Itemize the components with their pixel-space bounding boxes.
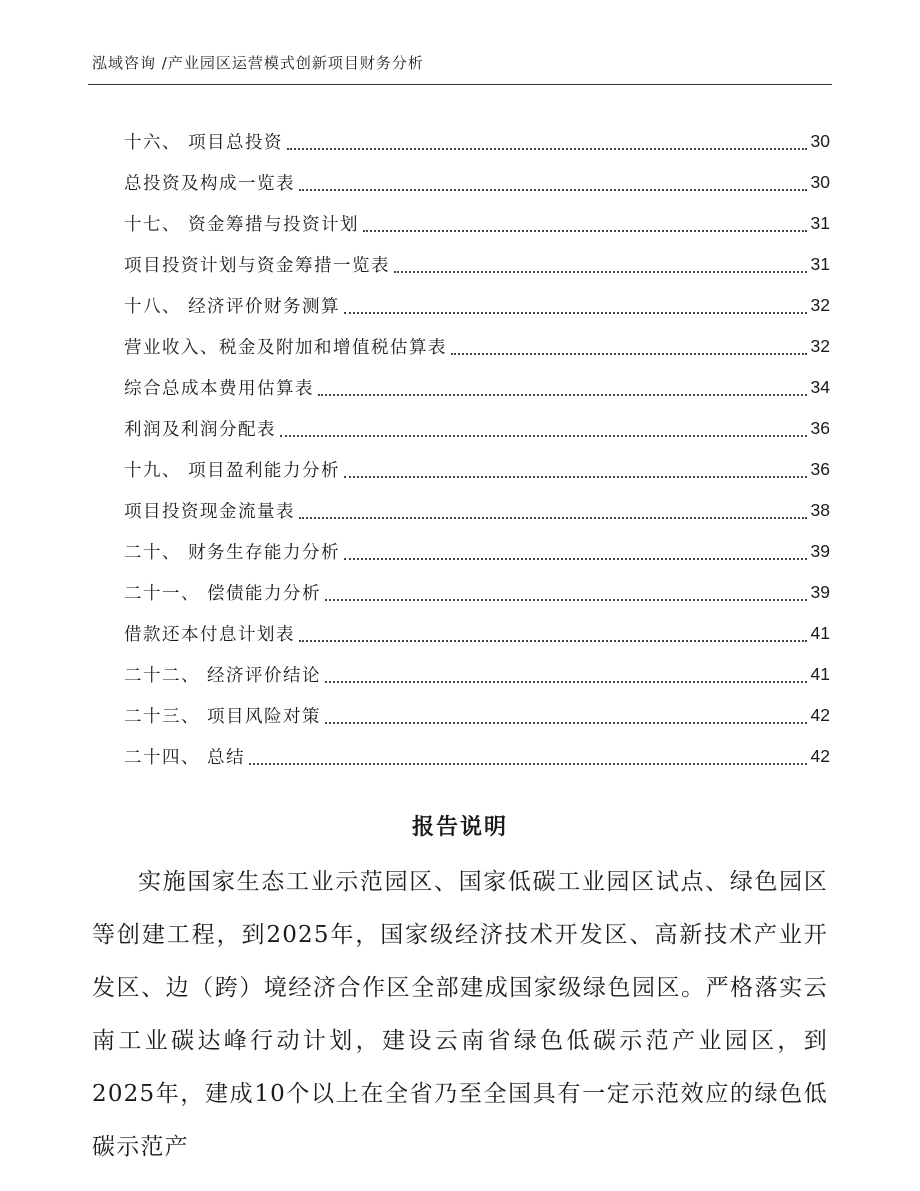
toc-entry[interactable] (124, 121, 830, 162)
toc-entry-page: 30 (810, 131, 830, 151)
toc-entry[interactable] (124, 736, 830, 777)
toc-leader-dots (299, 189, 807, 191)
toc-entry-page: 31 (810, 213, 830, 233)
toc-entry[interactable] (124, 203, 830, 244)
toc-leader-dots (299, 640, 807, 642)
report-body (92, 856, 828, 1174)
toc-entry-title: 项目投资计划与资金筹措一览表 (124, 256, 390, 276)
toc-entry-page: 39 (810, 541, 830, 561)
toc-leader-dots (299, 517, 807, 519)
toc-leader-dots (280, 435, 807, 437)
toc-entry-page: 42 (810, 746, 830, 766)
toc-entry-page: 38 (810, 500, 830, 520)
page-header: 泓域咨询 /产业园区运营模式创新项目财务分析 (92, 54, 424, 72)
toc-leader-dots (325, 681, 806, 683)
toc-entry-title: 项目投资现金流量表 (124, 502, 295, 522)
toc-entry[interactable] (124, 285, 830, 326)
toc-entry-title: 十九、 项目盈利能力分析 (124, 461, 341, 481)
toc-entry[interactable] (124, 531, 830, 572)
toc-entry[interactable] (124, 244, 830, 285)
toc-leader-dots (344, 558, 806, 560)
toc-entry-title: 十六、 项目总投资 (124, 133, 284, 153)
toc-entry-page: 36 (810, 418, 830, 438)
toc-entry[interactable] (124, 572, 830, 613)
toc-leader-dots (451, 353, 807, 355)
toc-entry-page: 31 (810, 254, 830, 274)
toc-leader-dots (325, 722, 806, 724)
toc-leader-dots (344, 476, 806, 478)
toc-entry-title: 总投资及构成一览表 (124, 174, 295, 194)
toc-leader-dots (318, 394, 807, 396)
toc-leader-dots (394, 271, 807, 273)
report-paragraph: 实施国家生态工业示范园区、国家低碳工业园区试点、绿色园区等创建工程，到2025年，国家级经济技术开发区、高新技术产业开发区、边（跨）境经济合作区全部建成国家级绿色园区。严格落实云南工业碳达峰行动计划，建设云南省绿色低碳示范产业园区，到2025年，建成10个以上在全省乃至全国具有一定示范效应的绿色低碳示范产 (92, 869, 828, 1160)
toc-entry-title: 十七、 资金筹措与投资计划 (124, 215, 360, 235)
toc-entry-title: 十八、 经济评价财务测算 (124, 297, 341, 317)
toc-leader-dots (344, 312, 806, 314)
toc-entry-page: 32 (810, 336, 830, 356)
toc-leader-dots (363, 230, 806, 232)
toc-entry-title: 利润及利润分配表 (124, 420, 276, 440)
toc-leader-dots (249, 763, 806, 765)
toc-entry-page: 41 (810, 623, 830, 643)
toc-entry-page: 30 (810, 172, 830, 192)
toc-entry[interactable] (124, 326, 830, 367)
toc-entry[interactable] (124, 162, 830, 203)
toc-entry-title: 综合总成本费用估算表 (124, 379, 314, 399)
toc-entry-page: 34 (810, 377, 830, 397)
toc-entry-title: 二十一、 偿债能力分析 (124, 584, 322, 604)
toc-entry[interactable] (124, 449, 830, 490)
toc-entry-title: 二十三、 项目风险对策 (124, 707, 322, 727)
toc-entry-page: 41 (810, 664, 830, 684)
toc-entry-title: 二十二、 经济评价结论 (124, 666, 322, 686)
toc-entry[interactable] (124, 408, 830, 449)
toc-entry[interactable] (124, 695, 830, 736)
toc-entry-title: 营业收入、税金及附加和增值税估算表 (124, 338, 447, 358)
toc-entry[interactable] (124, 490, 830, 531)
toc-entry-title: 借款还本付息计划表 (124, 625, 295, 645)
toc-entry[interactable] (124, 654, 830, 695)
toc-entry-page: 39 (810, 582, 830, 602)
toc-entry-page: 36 (810, 459, 830, 479)
toc-leader-dots (325, 599, 806, 601)
toc-entry-page: 42 (810, 705, 830, 725)
table-of-contents (124, 121, 830, 777)
header-divider (88, 84, 832, 85)
toc-entry[interactable] (124, 613, 830, 654)
toc-entry[interactable] (124, 367, 830, 408)
toc-entry-page: 32 (810, 295, 830, 315)
toc-leader-dots (287, 148, 806, 150)
report-section-title: 报告说明 (411, 814, 508, 840)
toc-entry-title: 二十、 财务生存能力分析 (124, 543, 341, 563)
toc-entry-title: 二十四、 总结 (124, 748, 246, 768)
